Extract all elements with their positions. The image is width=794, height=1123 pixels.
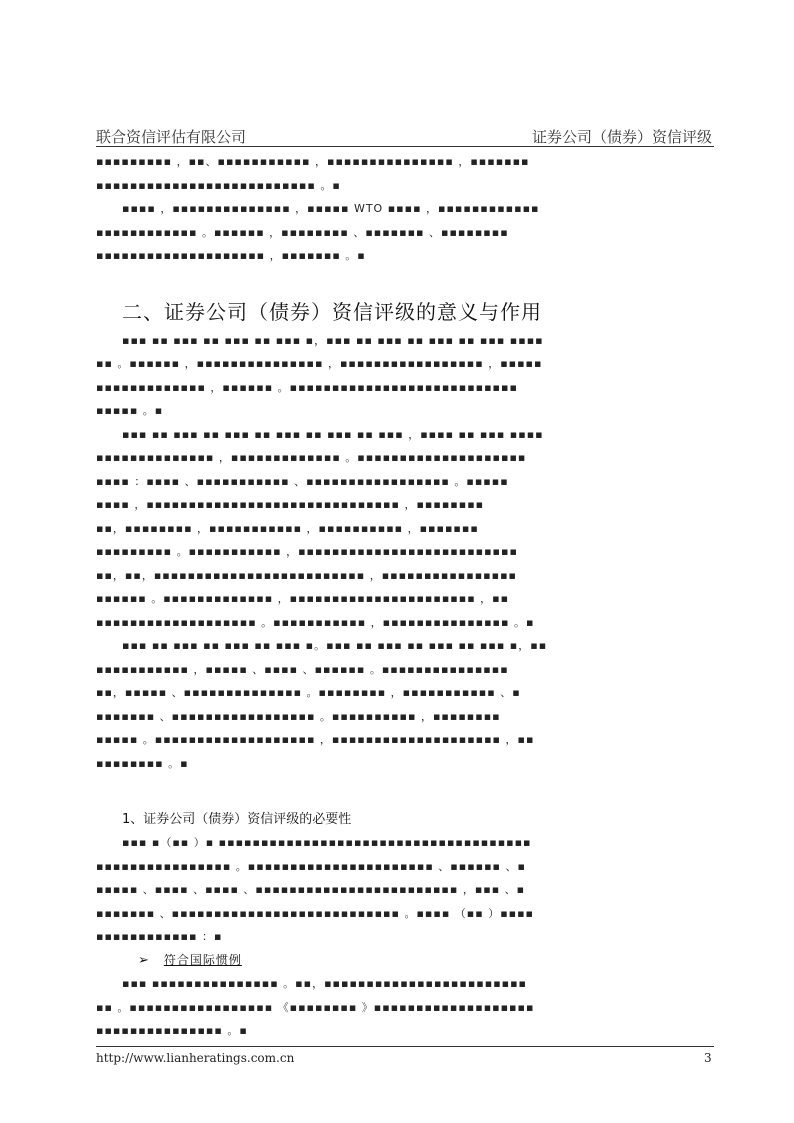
text-line: ▪▪▪▪▪▪▪▪ 。▪ bbox=[96, 756, 189, 770]
paragraph-international-practice bbox=[96, 972, 714, 1043]
paragraph-intro bbox=[96, 150, 714, 268]
text-line: ▪▪▪ ▪▪ ▪▪▪ ▪▪ ▪▪▪ ▪▪ ▪▪▪ ▪，▪▪▪ ▪▪ ▪▪▪ ▪▪ ▪▪▪ ▪▪ ▪▪▪ ▪▪▪▪ bbox=[122, 333, 544, 347]
text-line: ▪▪▪▪▪▪▪▪▪▪▪▪▪▪▪▪▪▪▪ 。▪▪▪▪▪▪▪▪▪▪▪ ，▪▪▪▪▪▪▪▪▪▪▪▪▪▪▪ 。▪ bbox=[96, 615, 535, 629]
text-line: ▪▪，▪▪，▪▪▪▪▪▪▪▪▪▪▪▪▪▪▪▪▪▪▪▪▪▪▪▪▪ ，▪▪▪▪▪▪▪▪▪▪▪▪▪▪▪▪ bbox=[96, 568, 517, 582]
text-line: ▪▪▪▪▪▪▪▪▪▪▪▪▪▪▪▪▪▪▪▪▪▪▪▪▪▪ 。▪ bbox=[96, 178, 341, 192]
text-line: ▪▪▪▪ ，▪▪▪▪▪▪▪▪▪▪▪▪▪▪▪▪▪▪▪▪▪▪▪▪▪▪▪▪▪▪ ，▪▪▪▪▪▪▪▪ bbox=[96, 498, 485, 511]
text-line: ▪▪▪▪▪▪▪▪▪ 。▪▪▪▪▪▪▪▪▪▪▪ ，▪▪▪▪▪▪▪▪▪▪▪▪▪▪▪▪▪▪▪▪▪▪▪▪▪▪ bbox=[96, 545, 518, 558]
text-line: ▪▪，▪▪▪▪▪▪▪▪ ，▪▪▪▪▪▪▪▪▪▪▪ ，▪▪▪▪▪▪▪▪▪▪ ，▪▪▪▪▪▪▪ bbox=[96, 521, 479, 535]
text-line: ▪▪ 。▪▪▪▪▪▪ ，▪▪▪▪▪▪▪▪▪▪▪▪▪▪▪ ，▪▪▪▪▪▪▪▪▪▪▪▪▪▪▪▪▪ ，▪▪▪▪▪ bbox=[96, 357, 543, 370]
footer-divider bbox=[96, 1046, 714, 1047]
header-document-title: 证券公司（债券）资信评级 bbox=[531, 128, 712, 146]
page-number: 3 bbox=[704, 1051, 712, 1065]
text-line: ▪▪▪▪▪▪▪▪▪▪▪ ，▪▪▪▪▪ 、▪▪▪▪ 、▪▪▪▪▪▪ 。▪▪▪▪▪▪▪▪▪▪▪▪▪▪▪ bbox=[96, 662, 509, 676]
text-line: ▪▪▪▪▪▪▪▪▪▪▪▪▪▪▪ 。▪ bbox=[96, 1024, 248, 1037]
text-line: ▪▪▪▪▪▪▪▪▪ ，▪▪、▪▪▪▪▪▪▪▪▪▪▪ ，▪▪▪▪▪▪▪▪▪▪▪▪▪▪▪ ，▪▪▪▪▪▪▪ bbox=[96, 155, 530, 168]
text-line: ▪▪▪▪▪▪▪▪▪▪▪▪ 。▪▪▪▪▪▪ ，▪▪▪▪▪▪▪▪ 、▪▪▪▪▪▪▪ 、▪▪▪▪▪▪▪▪ bbox=[96, 225, 509, 239]
text-line: ▪▪▪▪▪▪▪▪▪▪▪▪▪▪▪▪ 。▪▪▪▪▪▪▪▪▪▪▪▪▪▪▪▪▪▪▪▪▪▪ 、▪▪▪▪▪▪ 、▪ bbox=[96, 859, 526, 873]
text-line: ▪▪▪▪▪ 。▪ bbox=[96, 404, 164, 417]
text-line: ▪▪▪▪▪▪▪▪▪▪▪▪▪▪▪▪▪▪▪▪ ，▪▪▪▪▪▪▪ 。▪ bbox=[96, 249, 366, 262]
text-line: ▪▪▪▪▪▪▪ 、▪▪▪▪▪▪▪▪▪▪▪▪▪▪▪▪▪ 。▪▪▪▪▪▪▪▪▪▪ ，▪▪▪▪▪▪▪▪ bbox=[96, 709, 501, 723]
paragraph-significance bbox=[96, 329, 714, 776]
text-line: ▪▪▪ ▪▪ ▪▪▪ ▪▪ ▪▪▪ ▪▪ ▪▪▪ ▪。▪▪▪ ▪▪ ▪▪▪ ▪▪ ▪▪▪ ▪▪ ▪▪▪ ▪，▪▪ bbox=[122, 639, 548, 652]
section-heading: 二、证券公司（债券）资信评级的意义与作用 bbox=[122, 299, 542, 324]
text-line: ▪▪▪▪ ：▪▪▪▪ 、▪▪▪▪▪▪▪▪▪▪▪ 、▪▪▪▪▪▪▪▪▪▪▪▪▪▪▪▪▪ 。▪▪▪▪▪ bbox=[96, 474, 509, 488]
text-line: ▪▪▪▪▪▪▪▪▪▪▪▪▪▪ ，▪▪▪▪▪▪▪▪▪▪▪▪▪ 。▪▪▪▪▪▪▪▪▪▪▪▪▪▪▪▪▪▪▪▪ bbox=[96, 451, 527, 464]
text-line: ▪▪▪▪▪ 、▪▪▪▪ 、▪▪▪▪ 、▪▪▪▪▪▪▪▪▪▪▪▪▪▪▪▪▪▪▪▪▪▪▪▪ ，▪▪▪ 、▪ bbox=[96, 883, 526, 896]
text-line: ▪▪▪ ▪▪▪▪▪▪▪▪▪▪▪▪▪▪▪ 。▪▪，▪▪▪▪▪▪▪▪▪▪▪▪▪▪▪▪▪▪▪▪▪▪▪▪ bbox=[122, 977, 528, 990]
text-line: ▪▪▪▪▪▪▪▪▪▪▪▪ ：▪ bbox=[96, 930, 223, 943]
page-header bbox=[96, 124, 714, 147]
text-line: ▪▪▪ ▪▪ ▪▪▪ ▪▪ ▪▪▪ ▪▪ ▪▪▪ ▪▪ ▪▪▪ ▪▪ ▪▪▪ ，▪▪▪▪ ▪▪ ▪▪▪ ▪▪▪▪ bbox=[122, 427, 544, 441]
text-line: ▪▪，▪▪▪▪▪ 、▪▪▪▪▪▪▪▪▪▪▪▪▪▪ 。▪▪▪▪▪▪▪▪ ，▪▪▪▪▪▪▪▪▪▪▪ 、▪ bbox=[96, 686, 521, 699]
header-company-name: 联合资信评估有限公司 bbox=[96, 128, 247, 146]
paragraph-necessity bbox=[96, 831, 714, 949]
text-line: ▪▪ 。▪▪▪▪▪▪▪▪▪▪▪▪▪▪▪▪▪ 《▪▪▪▪▪▪▪▪ 》▪▪▪▪▪▪▪▪▪▪▪▪▪▪▪▪▪▪▪ bbox=[96, 1000, 535, 1014]
arrow-bullet-icon: ➢ bbox=[138, 952, 149, 968]
footer-url: http://www.lianheratings.com.cn bbox=[96, 1051, 295, 1065]
text-line: ▪▪▪▪ ，▪▪▪▪▪▪▪▪▪▪▪▪▪▪ ，▪▪▪▪▪ WTO ▪▪▪▪ ，▪▪▪▪▪▪▪▪▪▪▪▪ bbox=[122, 202, 540, 215]
bullet-label: 符合国际惯例 bbox=[163, 952, 242, 967]
text-line: ▪▪▪▪▪ 。▪▪▪▪▪▪▪▪▪▪▪▪▪▪▪▪▪▪▪ ，▪▪▪▪▪▪▪▪▪▪▪▪▪▪▪▪▪▪▪▪ ，▪▪ bbox=[96, 733, 535, 746]
subsection-heading: 1、证券公司（债券）资信评级的必要性 bbox=[122, 812, 352, 827]
bullet-item bbox=[138, 949, 714, 973]
document-body bbox=[96, 150, 714, 1043]
text-line: ▪▪▪▪▪▪▪▪▪▪▪▪▪ ，▪▪▪▪▪▪ 。▪▪▪▪▪▪▪▪▪▪▪▪▪▪▪▪▪▪▪▪▪▪▪▪▪▪▪ bbox=[96, 380, 518, 394]
text-line: ▪▪▪▪▪▪▪ 、▪▪▪▪▪▪▪▪▪▪▪▪▪▪▪▪▪▪▪▪▪▪▪▪▪▪▪ 。▪▪▪▪ （▪▪ ）▪▪▪▪ bbox=[96, 906, 535, 920]
text-line: ▪▪▪▪▪▪ 。▪▪▪▪▪▪▪▪▪▪▪▪▪ ，▪▪▪▪▪▪▪▪▪▪▪▪▪▪▪▪▪▪▪▪▪▪ ，▪▪ bbox=[96, 592, 510, 605]
text-line: ▪▪▪ ▪（▪▪ ）▪ ▪▪▪▪▪▪▪▪▪▪▪▪▪▪▪▪▪▪▪▪▪▪▪▪▪▪▪▪▪▪▪▪▪▪▪▪▪ bbox=[122, 836, 532, 849]
